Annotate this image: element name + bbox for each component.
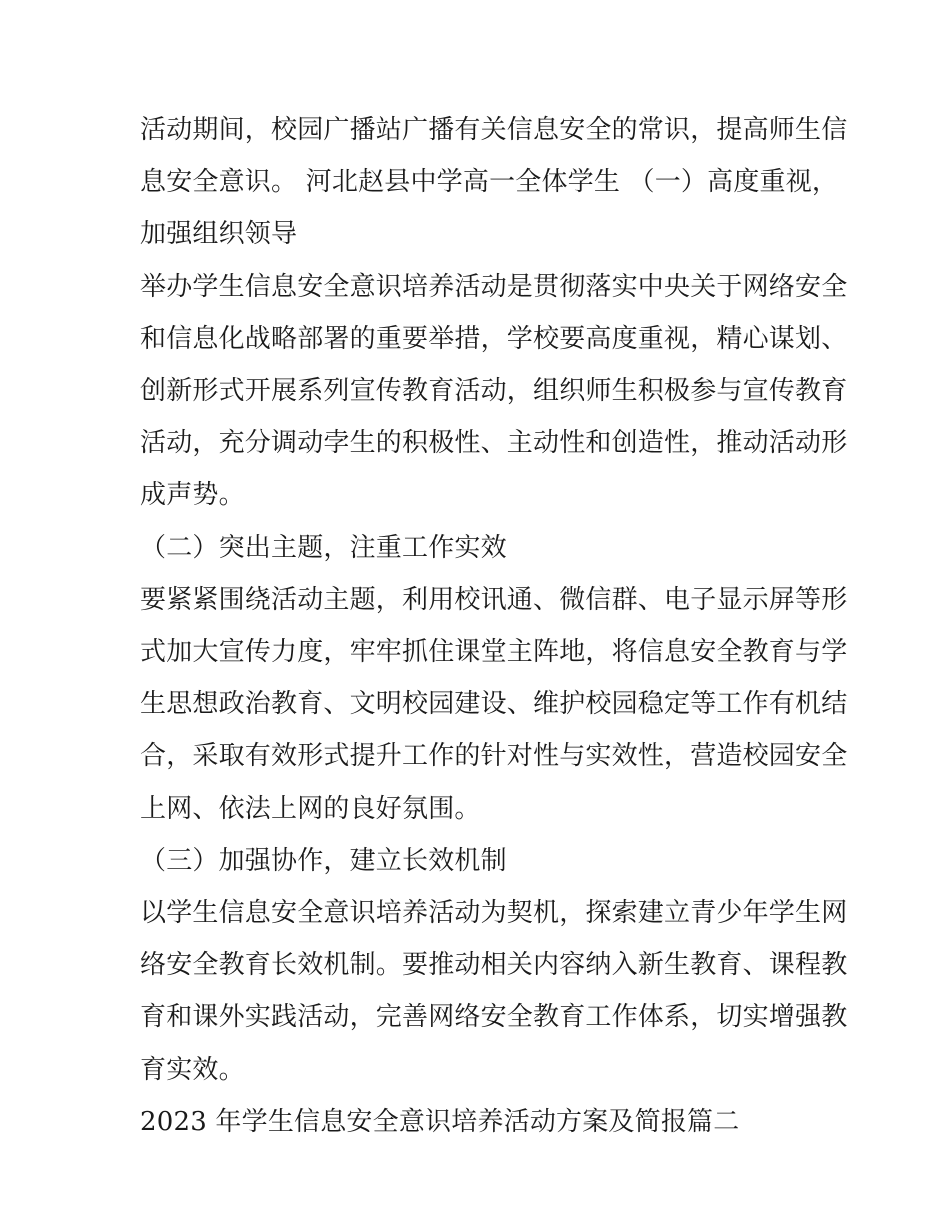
text-line: 以学生信息安全意识培养活动为契机，探索建立青少年学生网 bbox=[140, 898, 848, 929]
text-line: 络安全教育长效机制。要推动相关内容纳入新生教育、课程教 bbox=[140, 950, 848, 981]
document-body bbox=[140, 104, 848, 1148]
text-line: 育实效。 bbox=[140, 1054, 245, 1085]
document-title-line: 2023 年学生信息安全意识培养活动方案及简报篇二 bbox=[140, 1106, 740, 1137]
section-heading: （三）加强协作，建立长效机制 bbox=[140, 845, 507, 876]
text-line: 生思想政治教育、文明校园建设、维护校园稳定等工作有机结 bbox=[140, 689, 848, 720]
text-line: 式加大宣传力度，牢牢抓住课堂主阵地，将信息安全教育与学 bbox=[140, 637, 848, 668]
text-line: 加强组织领导 bbox=[140, 219, 298, 250]
text-line: 举办学生信息安全意识培养活动是贯彻落实中央关于网络安全 bbox=[140, 271, 848, 302]
text-line: 成声势。 bbox=[140, 480, 245, 511]
text-line: 上网、依法上网的良好氛围。 bbox=[140, 793, 481, 824]
text-line: 合，采取有效形式提升工作的针对性与实效性，营造校园安全 bbox=[140, 741, 848, 772]
text-line: 活动，充分调动孛生的积极性、主动性和创造性，推动活动形 bbox=[140, 428, 848, 459]
text-line: 育和课外实践活动，完善网络安全教育工作体系，切实增强教 bbox=[140, 1002, 848, 1033]
text-line: 创新形式开展系列宣传教育活动，组织师生积极参与宣传教育 bbox=[140, 376, 848, 407]
section-heading: （二）突出主题，注重工作实效 bbox=[140, 532, 507, 563]
text-line: 息安全意识。 河北赵县中学高一全体学生 （一）高度重视， bbox=[140, 167, 839, 198]
text-line: 和信息化战略部署的重要举措，学校要高度重视，精心谋划、 bbox=[140, 323, 848, 354]
text-line: 要紧紧围绕活动主题，利用校讯通、微信群、电子显示屏等形 bbox=[140, 584, 848, 615]
text-line: 活动期间，校园广播站广播有关信息安全的常识，提高师生信 bbox=[140, 115, 848, 145]
